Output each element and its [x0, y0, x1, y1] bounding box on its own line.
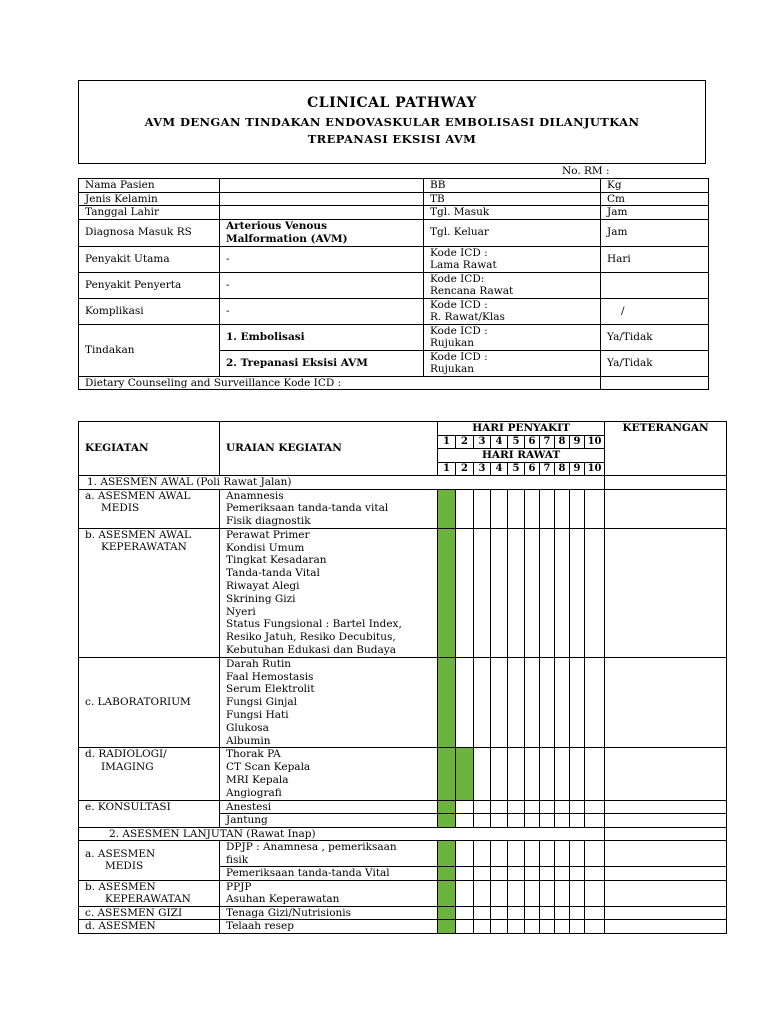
day-cell[interactable] — [555, 906, 570, 920]
day-cell[interactable] — [555, 814, 570, 828]
keterangan-cell[interactable] — [605, 841, 727, 867]
tanggal-lahir-value[interactable] — [220, 206, 424, 220]
day-cell[interactable] — [570, 657, 585, 748]
day-number: 2 — [456, 462, 474, 476]
day-cell[interactable] — [555, 748, 570, 800]
day-cell[interactable] — [456, 880, 474, 906]
day-cell[interactable] — [525, 880, 540, 906]
tanggal-lahir-label: Tanggal Lahir — [79, 206, 220, 220]
day-cell[interactable] — [508, 748, 525, 800]
day-number: 5 — [508, 435, 525, 449]
asesmen-awal-keperawatan-label — [79, 528, 220, 657]
radiologi-label — [79, 748, 220, 800]
day-cell[interactable] — [540, 748, 555, 800]
day-cell[interactable] — [585, 867, 605, 881]
day-cell-active[interactable] — [438, 814, 456, 828]
asesmen-gizi-label: c. ASESMEN GIZI — [79, 906, 220, 920]
day-cell[interactable] — [508, 657, 525, 748]
day-number: 3 — [474, 462, 491, 476]
day-cell[interactable] — [540, 800, 555, 814]
day-cell[interactable] — [585, 489, 605, 528]
day-cell[interactable] — [508, 867, 525, 881]
kg-label: Kg — [601, 179, 709, 193]
day-cell[interactable] — [540, 867, 555, 881]
document-subtitle-line2: TREPANASI EKSISI AVM — [307, 132, 477, 146]
day-number: 1 — [438, 462, 456, 476]
komplikasi-icd — [424, 298, 601, 324]
keterangan-cell[interactable] — [605, 528, 727, 657]
jam-masuk-label: Jam — [601, 206, 709, 220]
list-item: Albumin — [226, 734, 271, 747]
tindakan-label: Tindakan — [79, 324, 220, 376]
day-cell[interactable] — [474, 800, 491, 814]
day-cell[interactable] — [585, 841, 605, 867]
day-cell-active[interactable] — [438, 920, 456, 934]
bb-label: BB — [424, 179, 601, 193]
day-number: 7 — [540, 462, 555, 476]
day-cell[interactable] — [491, 528, 508, 657]
dietary-value[interactable] — [601, 376, 709, 390]
day-cell[interactable] — [585, 800, 605, 814]
kegiatan-header: KEGIATAN — [79, 422, 220, 476]
day-number: 9 — [570, 435, 585, 449]
day-cell[interactable] — [491, 867, 508, 881]
day-cell-active[interactable] — [438, 867, 456, 881]
day-cell[interactable] — [525, 489, 540, 528]
day-cell[interactable] — [508, 841, 525, 867]
day-cell[interactable] — [456, 920, 474, 934]
keterangan-cell[interactable] — [605, 748, 727, 800]
day-cell[interactable] — [540, 906, 555, 920]
day-cell[interactable] — [555, 841, 570, 867]
day-cell[interactable] — [570, 867, 585, 881]
list-item: Pemeriksaan tanda-tanda vital — [226, 502, 389, 515]
day-number: 9 — [570, 462, 585, 476]
day-cell[interactable] — [456, 528, 474, 657]
day-cell[interactable] — [585, 920, 605, 934]
keterangan-cell[interactable] — [605, 867, 727, 881]
day-cell[interactable] — [456, 800, 474, 814]
keterangan-header: KETERANGAN — [605, 422, 727, 476]
day-cell[interactable] — [585, 748, 605, 800]
jenis-kelamin-value[interactable] — [220, 192, 424, 206]
konsultasi-label: e. KONSULTASI — [79, 800, 220, 827]
day-cell[interactable] — [570, 906, 585, 920]
list-item: Perawat Primer — [226, 528, 310, 541]
day-number: 2 — [456, 435, 474, 449]
day-cell[interactable] — [585, 814, 605, 828]
keterangan-cell[interactable] — [605, 814, 727, 828]
day-cell[interactable] — [491, 880, 508, 906]
item-line2: Asuhan Keperawatan — [226, 893, 340, 906]
list-item: MRI Kepala — [226, 774, 289, 787]
list-item: Kondisi Umum — [226, 541, 305, 554]
day-cell-active[interactable] — [438, 657, 456, 748]
hari-penyakit-header: HARI PENYAKIT — [438, 422, 605, 436]
penyakit-utama-label: Penyakit Utama — [79, 246, 220, 272]
keterangan-cell[interactable] — [605, 906, 727, 920]
day-cell[interactable] — [555, 800, 570, 814]
ya-tidak-2[interactable]: Ya/Tidak — [601, 350, 709, 376]
day-number: 6 — [525, 462, 540, 476]
day-cell[interactable] — [508, 906, 525, 920]
day-number: 3 — [474, 435, 491, 449]
rawat-klas-label: R. Rawat/Klas — [430, 311, 505, 323]
day-cell[interactable] — [474, 814, 491, 828]
konsultasi-jantung: Jantung — [220, 814, 438, 828]
label-line1: a. ASESMEN AWAL — [85, 489, 191, 502]
day-cell-active[interactable] — [438, 489, 456, 528]
day-cell[interactable] — [491, 920, 508, 934]
list-item: Status Fungsional : Bartel Index, — [226, 618, 402, 631]
list-item: Kebutuhan Edukasi dan Budaya — [226, 644, 396, 657]
day-cell[interactable] — [456, 906, 474, 920]
list-item: Thorak PA — [226, 748, 281, 761]
keterangan-cell[interactable] — [605, 657, 727, 748]
day-number: 5 — [508, 462, 525, 476]
day-cell[interactable] — [456, 867, 474, 881]
dietary-label: Dietary Counseling and Surveillance Kode ICD : — [79, 376, 601, 390]
komplikasi-value: - — [220, 298, 424, 324]
list-item: Fisik diagnostik — [226, 515, 311, 528]
day-number: 10 — [585, 435, 605, 449]
day-cell[interactable] — [474, 657, 491, 748]
day-number: 4 — [491, 462, 508, 476]
jenis-kelamin-label: Jenis Kelamin — [79, 192, 220, 206]
no-rm-label: No. RM : — [562, 165, 610, 177]
list-item: Anamnesis — [226, 489, 284, 502]
day-cell[interactable] — [508, 814, 525, 828]
keterangan-cell[interactable] — [605, 920, 727, 934]
tanda-vital-item: Pemeriksaan tanda-tanda Vital — [220, 867, 438, 881]
tindakan-1: 1. Embolisasi — [220, 324, 424, 350]
list-item: Angiografi — [226, 786, 282, 799]
day-cell[interactable] — [508, 528, 525, 657]
day-cell[interactable] — [474, 920, 491, 934]
day-cell[interactable] — [491, 748, 508, 800]
lama-rawat-label: Lama Rawat — [430, 259, 497, 271]
tindakan-2-icd — [424, 350, 601, 376]
day-cell[interactable] — [508, 880, 525, 906]
day-cell[interactable] — [570, 880, 585, 906]
jam-keluar-label: Jam — [601, 219, 709, 246]
day-cell[interactable] — [508, 800, 525, 814]
day-cell[interactable] — [456, 489, 474, 528]
penyakit-penyerta-label: Penyakit Penyerta — [79, 272, 220, 298]
kode-icd-label: Kode ICD : — [430, 324, 488, 337]
day-cell[interactable] — [525, 814, 540, 828]
list-item: Riwayat Alegi — [226, 580, 300, 593]
nama-pasien-label: Nama Pasien — [79, 179, 220, 193]
document-subtitle-line1: AVM DENGAN TINDAKAN ENDOVASKULAR EMBOLISASI DILANJUTKAN — [144, 115, 640, 129]
asesmen-awal-keperawatan-items — [220, 528, 438, 657]
laboratorium-label: c. LABORATORIUM — [79, 657, 220, 748]
section-asesmen-awal: 1. ASESMEN AWAL (Poli Rawat Jalan) — [79, 476, 605, 490]
list-item: Faal Hemostasis — [226, 670, 314, 683]
keterangan-cell[interactable] — [605, 880, 727, 906]
day-cell[interactable] — [555, 489, 570, 528]
asesmen-awal-medis-label — [79, 489, 220, 528]
document-title: CLINICAL PATHWAY — [307, 95, 477, 111]
day-cell[interactable] — [491, 489, 508, 528]
day-cell-active[interactable] — [438, 528, 456, 657]
tb-label: TB — [424, 192, 601, 206]
day-cell-active[interactable] — [456, 748, 474, 800]
rawat-klas-value: / — [601, 298, 709, 324]
day-cell[interactable] — [456, 814, 474, 828]
day-cell[interactable] — [474, 880, 491, 906]
ya-tidak-1[interactable]: Ya/Tidak — [601, 324, 709, 350]
day-cell[interactable] — [555, 657, 570, 748]
day-cell-active[interactable] — [438, 841, 456, 867]
day-cell[interactable] — [474, 748, 491, 800]
day-cell[interactable] — [540, 489, 555, 528]
item-line1: PPJP — [226, 880, 252, 893]
day-cell[interactable] — [540, 880, 555, 906]
day-cell[interactable] — [474, 489, 491, 528]
tindakan-2: 2. Trepanasi Eksisi AVM — [220, 350, 424, 376]
day-cell[interactable] — [570, 841, 585, 867]
day-number: 1 — [438, 435, 456, 449]
penyakit-utama-icd — [424, 246, 601, 272]
list-item: Fungsi Hati — [226, 709, 289, 722]
day-cell[interactable] — [570, 920, 585, 934]
list-item: Glukosa — [226, 721, 269, 734]
day-cell[interactable] — [491, 800, 508, 814]
kode-icd-label: Kode ICD : — [430, 246, 488, 259]
day-cell[interactable] — [555, 528, 570, 657]
label-line2: MEDIS — [101, 502, 140, 514]
activity-table — [78, 421, 727, 934]
day-number: 8 — [555, 462, 570, 476]
section-asesmen-lanjutan: 2. ASESMEN LANJUTAN (Rawat Inap) — [79, 827, 605, 841]
cm-label: Cm — [601, 192, 709, 206]
day-cell[interactable] — [491, 841, 508, 867]
day-cell[interactable] — [474, 906, 491, 920]
list-item: Skrining Gizi — [226, 592, 296, 605]
day-number: 7 — [540, 435, 555, 449]
asesmen-medis-label — [79, 841, 220, 881]
day-cell[interactable] — [456, 657, 474, 748]
diagnosa-value-line1: Arterious Venous — [226, 220, 327, 232]
penyakit-penyerta-value: - — [220, 272, 424, 298]
gizi-item: Tenaga Gizi/Nutrisionis — [220, 906, 438, 920]
kode-icd-label: Kode ICD: — [430, 272, 485, 285]
day-cell[interactable] — [525, 920, 540, 934]
asesmen-keperawatan-label — [79, 880, 220, 906]
list-item: Resiko Jatuh, Resiko Decubitus, — [226, 631, 396, 644]
day-number: 6 — [525, 435, 540, 449]
day-cell[interactable] — [491, 906, 508, 920]
list-item: Tanda-tanda Vital — [226, 567, 320, 580]
dpjp-item — [220, 841, 438, 867]
day-cell[interactable] — [508, 489, 525, 528]
label-line2: IMAGING — [101, 760, 154, 773]
label-line2: KEPERAWATAN — [101, 541, 187, 554]
day-cell-active[interactable] — [438, 800, 456, 814]
label-line2: KEPERAWATAN — [105, 893, 191, 906]
label-line1: d. RADIOLOGI/ — [85, 748, 167, 761]
day-cell[interactable] — [525, 528, 540, 657]
penyakit-penyerta-icd — [424, 272, 601, 298]
day-number: 8 — [555, 435, 570, 449]
day-cell[interactable] — [585, 880, 605, 906]
day-cell[interactable] — [525, 841, 540, 867]
day-cell[interactable] — [570, 748, 585, 800]
penyakit-utama-value: - — [220, 246, 424, 272]
day-cell[interactable] — [474, 841, 491, 867]
tgl-masuk-label: Tgl. Masuk — [424, 206, 601, 220]
day-cell[interactable] — [540, 920, 555, 934]
day-cell[interactable] — [555, 867, 570, 881]
keterangan-cell[interactable] — [605, 827, 727, 841]
day-cell[interactable] — [456, 841, 474, 867]
laboratorium-items — [220, 657, 438, 748]
rujukan-label: Rujukan — [430, 337, 475, 349]
patient-info-table — [78, 178, 709, 390]
list-item: Fungsi Ginjal — [226, 696, 297, 709]
day-cell[interactable] — [508, 920, 525, 934]
diagnosa-value-line2: Malformation (AVM) — [226, 232, 348, 245]
hari-label: Hari — [601, 246, 709, 272]
day-cell[interactable] — [474, 528, 491, 657]
day-cell[interactable] — [585, 906, 605, 920]
tgl-keluar-label: Tgl. Keluar — [424, 219, 601, 246]
telaah-resep-item: Telaah resep — [220, 920, 438, 934]
kode-icd-label: Kode ICD : — [430, 350, 488, 363]
day-cell[interactable] — [525, 800, 540, 814]
day-cell-active[interactable] — [438, 906, 456, 920]
label-line2: MEDIS — [105, 860, 144, 873]
day-cell[interactable] — [570, 528, 585, 657]
item-line1: DPJP : Anamnesa , pemeriksaan — [226, 841, 397, 854]
kode-icd-label: Kode ICD : — [430, 298, 488, 311]
day-cell[interactable] — [525, 748, 540, 800]
label-line1: b. ASESMEN AWAL — [85, 528, 191, 541]
day-cell[interactable] — [474, 867, 491, 881]
day-cell[interactable] — [525, 867, 540, 881]
day-cell[interactable] — [491, 814, 508, 828]
tindakan-1-icd — [424, 324, 601, 350]
uraian-header: URAIAN KEGIATAN — [220, 422, 438, 476]
radiologi-items — [220, 748, 438, 800]
label-line1: a. ASESMEN — [85, 847, 156, 860]
day-number: 4 — [491, 435, 508, 449]
day-cell[interactable] — [555, 880, 570, 906]
day-number: 10 — [585, 462, 605, 476]
konsultasi-anestesi: Anestesi — [220, 800, 438, 814]
day-cell[interactable] — [540, 657, 555, 748]
asesmen-awal-medis-items — [220, 489, 438, 528]
nama-pasien-value[interactable] — [220, 179, 424, 193]
keperawatan-items — [220, 880, 438, 906]
asesmen-farmasi-label: d. ASESMEN — [79, 920, 220, 934]
diagnosa-label: Diagnosa Masuk RS — [79, 219, 220, 246]
list-item: Darah Rutin — [226, 657, 292, 670]
day-cell-active[interactable] — [438, 880, 456, 906]
day-cell[interactable] — [585, 528, 605, 657]
list-item: Nyeri — [226, 605, 256, 618]
day-cell[interactable] — [540, 814, 555, 828]
diagnosa-value — [220, 219, 424, 246]
keterangan-cell[interactable] — [605, 800, 727, 814]
list-item: Tingkat Kesadaran — [226, 554, 327, 567]
rujukan-label: Rujukan — [430, 363, 475, 375]
hari-rawat-header: HARI RAWAT — [438, 449, 605, 463]
keterangan-cell[interactable] — [605, 489, 727, 528]
day-cell[interactable] — [570, 814, 585, 828]
day-cell[interactable] — [570, 800, 585, 814]
day-cell[interactable] — [540, 528, 555, 657]
day-cell[interactable] — [555, 920, 570, 934]
label-line1: b. ASESMEN — [85, 880, 156, 893]
komplikasi-label: Komplikasi — [79, 298, 220, 324]
day-cell[interactable] — [570, 489, 585, 528]
item-line2: fisik — [226, 853, 249, 866]
list-item: CT Scan Kepala — [226, 761, 311, 774]
day-cell-active[interactable] — [438, 748, 456, 800]
keterangan-cell[interactable] — [605, 476, 727, 490]
list-item: Serum Elektrolit — [226, 683, 315, 696]
day-cell[interactable] — [525, 657, 540, 748]
rencana-rawat-value[interactable] — [601, 272, 709, 298]
rencana-rawat-label: Rencana Rawat — [430, 285, 514, 297]
day-cell[interactable] — [585, 657, 605, 748]
title-box — [78, 80, 706, 164]
day-cell[interactable] — [540, 841, 555, 867]
day-cell[interactable] — [525, 906, 540, 920]
day-cell[interactable] — [491, 657, 508, 748]
